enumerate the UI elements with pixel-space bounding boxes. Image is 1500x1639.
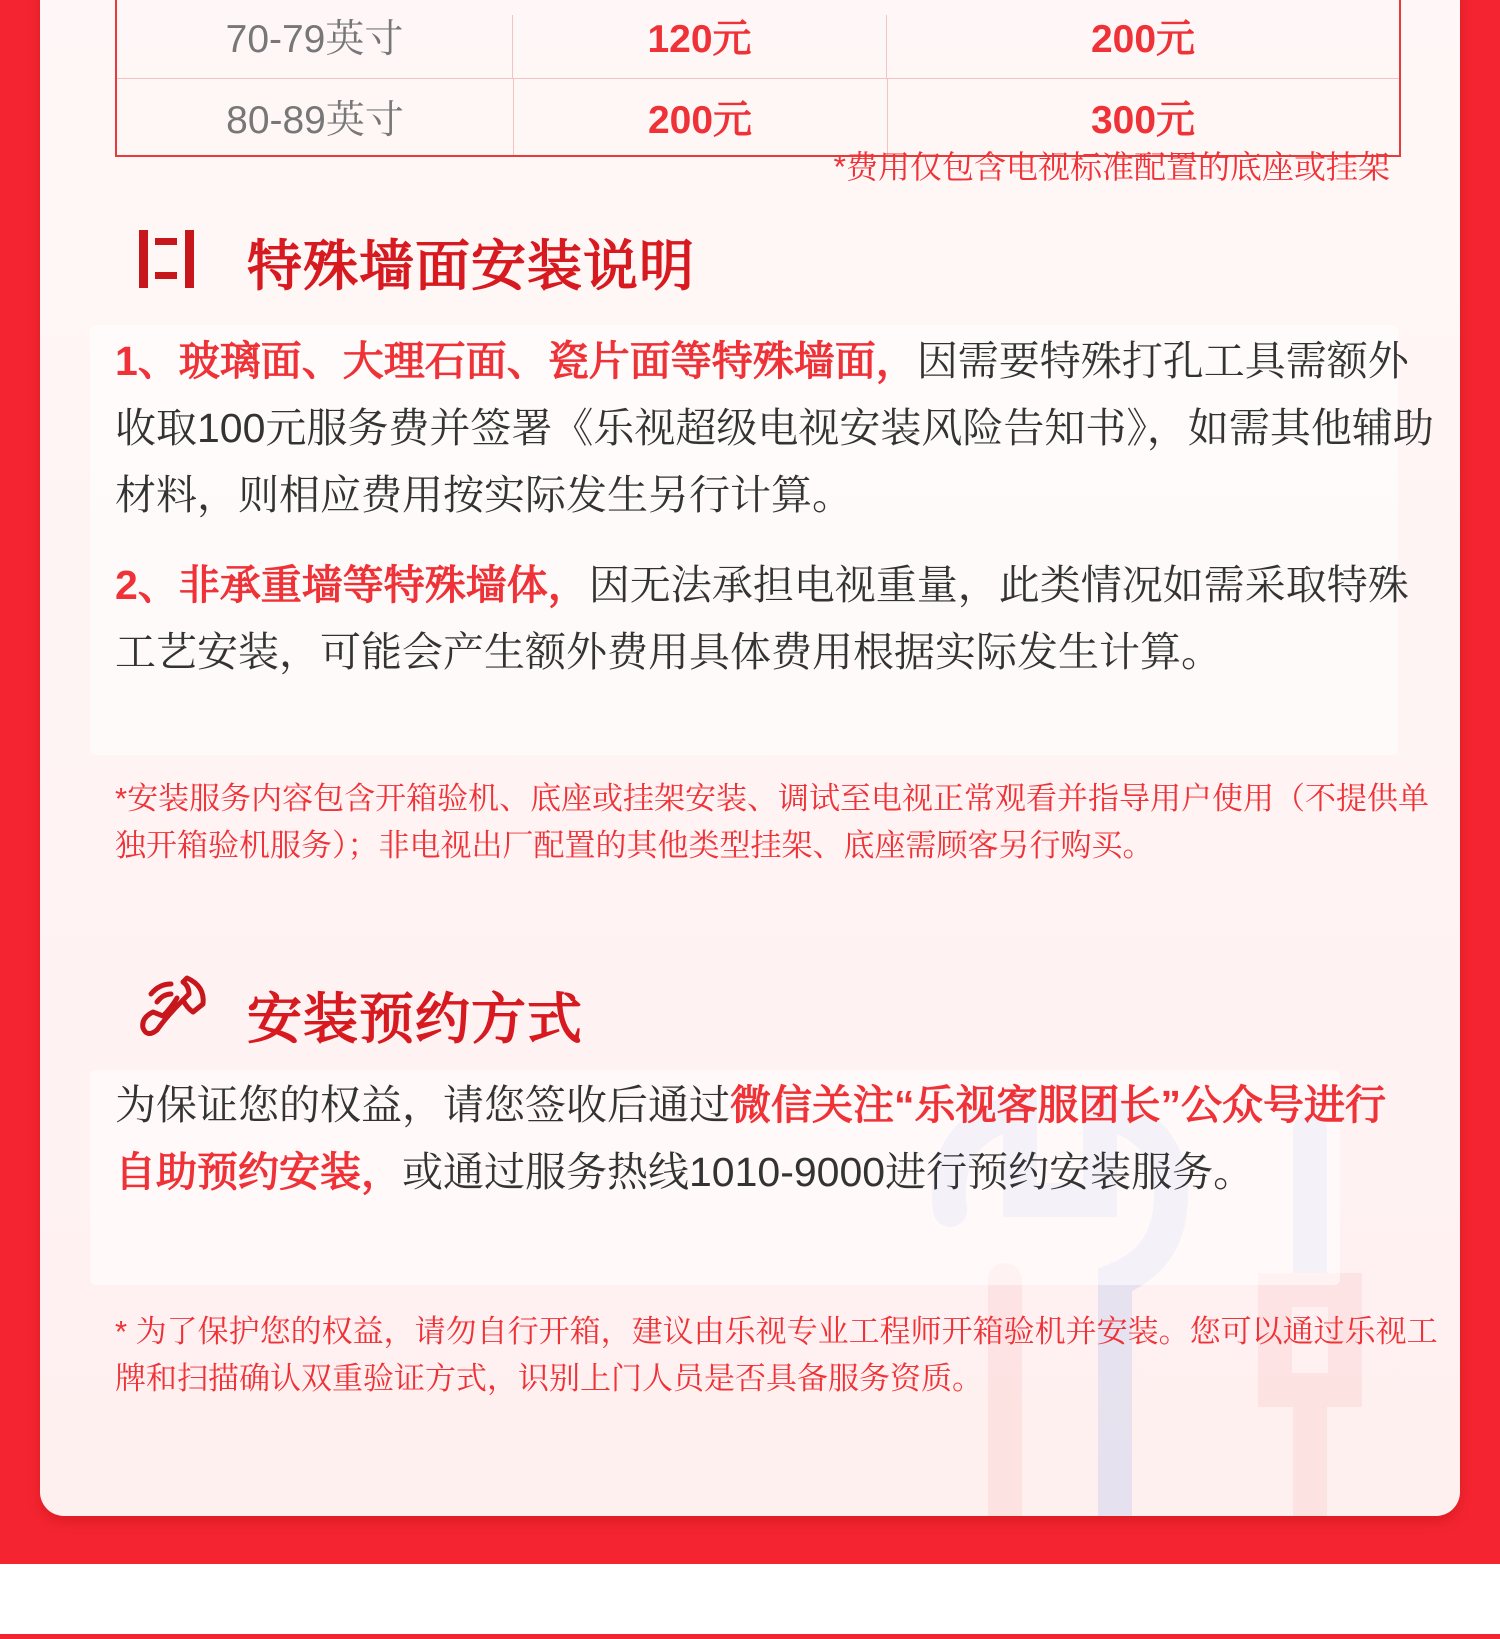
content-card: [40, 0, 1460, 1516]
section-title-booking: 安装预约方式: [247, 988, 584, 1050]
price-cell: 300元: [1090, 99, 1196, 142]
wall-item-2: [115, 552, 1435, 686]
wall-item-2-highlight: 2、非承重墙等特殊墙体，: [115, 562, 589, 608]
size-cell: 80-89英寸: [117, 79, 514, 155]
wall-item-1-text: 因需要特殊打孔工具需额外收取100元服务费并签署《乐视超级电视安装风险告知书》，如需其他辅助材料，则相应费用按实际发生另行计算。: [115, 338, 1434, 518]
fee-note: *费用仅包含电视标准配置的底座或挂架: [833, 149, 1390, 185]
wall-item-1: [115, 328, 1435, 529]
price-cell: 200元: [513, 79, 888, 155]
numeral-two-icon: [137, 228, 197, 290]
service-content-note: *安装服务内容包含开箱验机、底座或挂架安装、调试至电视正常观看并指导用户使用（不提供单独开箱验机服务）；非电视出厂配置的其他类型挂架、底座需顾客另行购买。: [115, 781, 1430, 863]
size-cell: 70-79英寸: [117, 15, 513, 78]
price-cell: 200元: [1090, 18, 1196, 61]
booking-text-after: 或通过服务热线1010-9000进行预约安装服务。: [402, 1149, 1255, 1195]
bottom-divider: [0, 1634, 1500, 1639]
wall-item-2-text: 因无法承担电视重量，此类情况如需采取特殊工艺安装，可能会产生额外费用具体费用根据实际发生计算。: [115, 562, 1409, 675]
phone-icon: [137, 972, 209, 1044]
wall-item-1-highlight: 1、玻璃面、大理石面、瓷片面等特殊墙面，: [115, 338, 917, 384]
rights-protection-note: * 为了保护您的权益，请勿自行开箱，建议由乐视专业工程师开箱验机并安装。您可以通过乐视工牌和扫描确认双重验证方式，识别上门人员是否具备服务资质。: [115, 1314, 1438, 1396]
booking-highlight: 微信关注“乐视客服团长”公众号进行自助预约安装，: [115, 1082, 1386, 1195]
price-table: [115, 0, 1401, 157]
booking-text-before: 为保证您的权益，请您签收后通过: [115, 1082, 730, 1128]
booking-text: [115, 1072, 1405, 1206]
table-row: [117, 15, 1399, 79]
price-cell: 120元: [513, 15, 887, 78]
section-title-wall: 特殊墙面安装说明: [247, 235, 696, 297]
